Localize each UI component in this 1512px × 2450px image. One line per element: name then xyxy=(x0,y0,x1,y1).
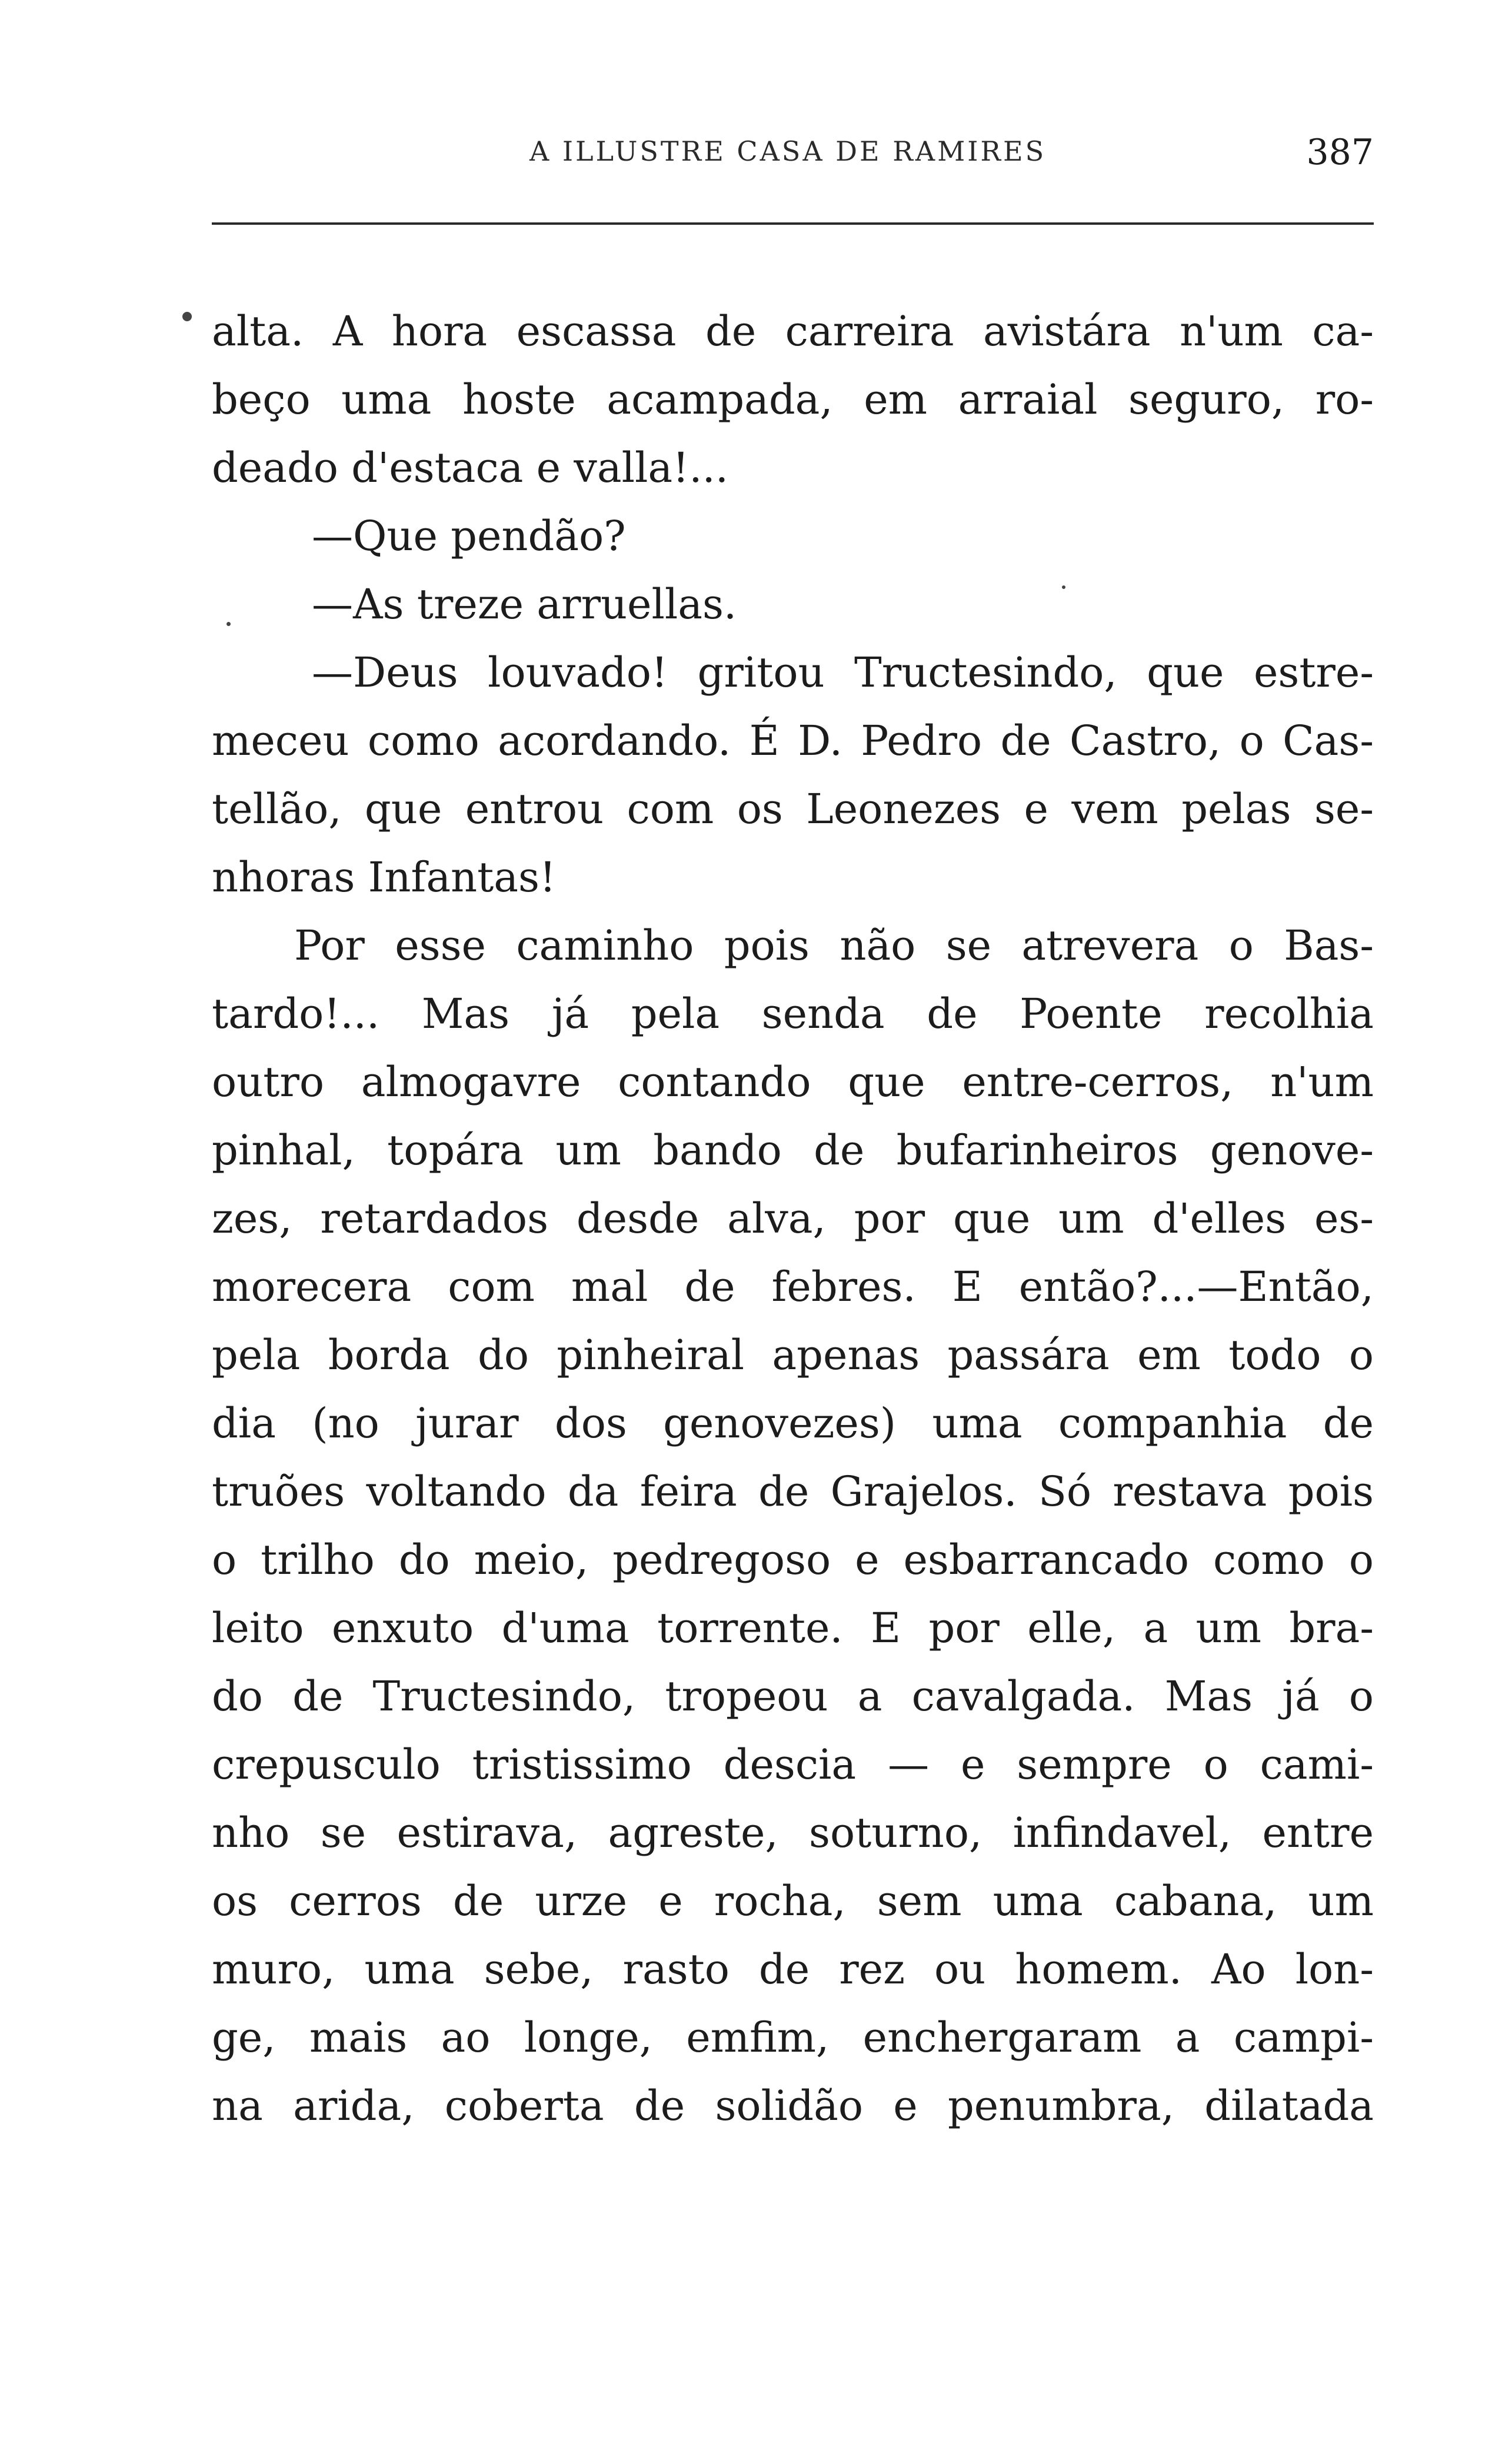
text-line: Por esse caminho pois não se atrevera o Bas- xyxy=(294,921,1374,970)
text-line: nho se estirava, agreste, soturno, infindavel, entre xyxy=(212,1809,1374,1857)
text-line: crepusculo tristissimo descia — e sempre o cami- xyxy=(212,1740,1374,1789)
page-header xyxy=(212,127,1374,198)
text-line: outro almogavre contando que entre-cerros, n'um xyxy=(212,1058,1374,1106)
text-line: —Deus louvado! gritou Tructesindo, que estre- xyxy=(312,648,1374,697)
ink-speck xyxy=(182,312,192,321)
text-line: nhoras Infantas! xyxy=(212,853,557,901)
header-rule xyxy=(212,222,1374,225)
text-line: morecera com mal de febres. E então?...—Então, xyxy=(212,1263,1374,1311)
text-line: zes, retardados desde alva, por que um d'elles es- xyxy=(212,1194,1374,1243)
text-line: pinhal, topára um bando de bufarinheiros genove- xyxy=(212,1126,1374,1174)
text-line: deado d'estaca e valla!... xyxy=(212,444,728,492)
text-line: alta. A hora escassa de carreira avistára n'um ca- xyxy=(212,307,1374,355)
text-line: pela borda do pinheiral apenas passára em todo o xyxy=(212,1331,1374,1379)
text-line: na arida, coberta de solidão e penumbra, dilatada xyxy=(212,2082,1374,2130)
text-line: tellão, que entrou com os Leonezes e vem pelas se- xyxy=(212,785,1374,833)
text-line: leito enxuto d'uma torrente. E por elle, a um bra- xyxy=(212,1604,1374,1652)
running-title: A ILLUSTRE CASA DE RAMIRES xyxy=(529,135,1047,167)
text-line: beço uma hoste acampada, em arraial seguro, ro- xyxy=(212,375,1374,424)
text-line: —Que pendão? xyxy=(312,512,626,560)
text-line: tardo!... Mas já pela senda de Poente recolhia xyxy=(212,990,1374,1038)
body-text xyxy=(212,297,1374,2140)
text-line: —As treze arruellas. xyxy=(312,580,737,628)
text-line: do de Tructesindo, tropeou a cavalgada. Mas já o xyxy=(212,1672,1374,1720)
text-line: ge, mais ao longe, emfim, enchergaram a campi- xyxy=(212,2013,1374,2062)
text-line: dia (no jurar dos genovezes) uma companhia de xyxy=(212,1399,1374,1447)
text-line: muro, uma sebe, rasto de rez ou homem. Ao lon- xyxy=(212,1945,1374,1993)
page-number: 387 xyxy=(1306,132,1374,173)
text-line: o trilho do meio, pedregoso e esbarrancado como o xyxy=(212,1536,1374,1584)
text-line: os cerros de urze e rocha, sem uma cabana, um xyxy=(212,1877,1374,1925)
text-line: meceu como acordando. É D. Pedro de Castro, o Cas- xyxy=(212,717,1374,765)
text-line: truões voltando da feira de Grajelos. Só restava pois xyxy=(212,1467,1374,1516)
